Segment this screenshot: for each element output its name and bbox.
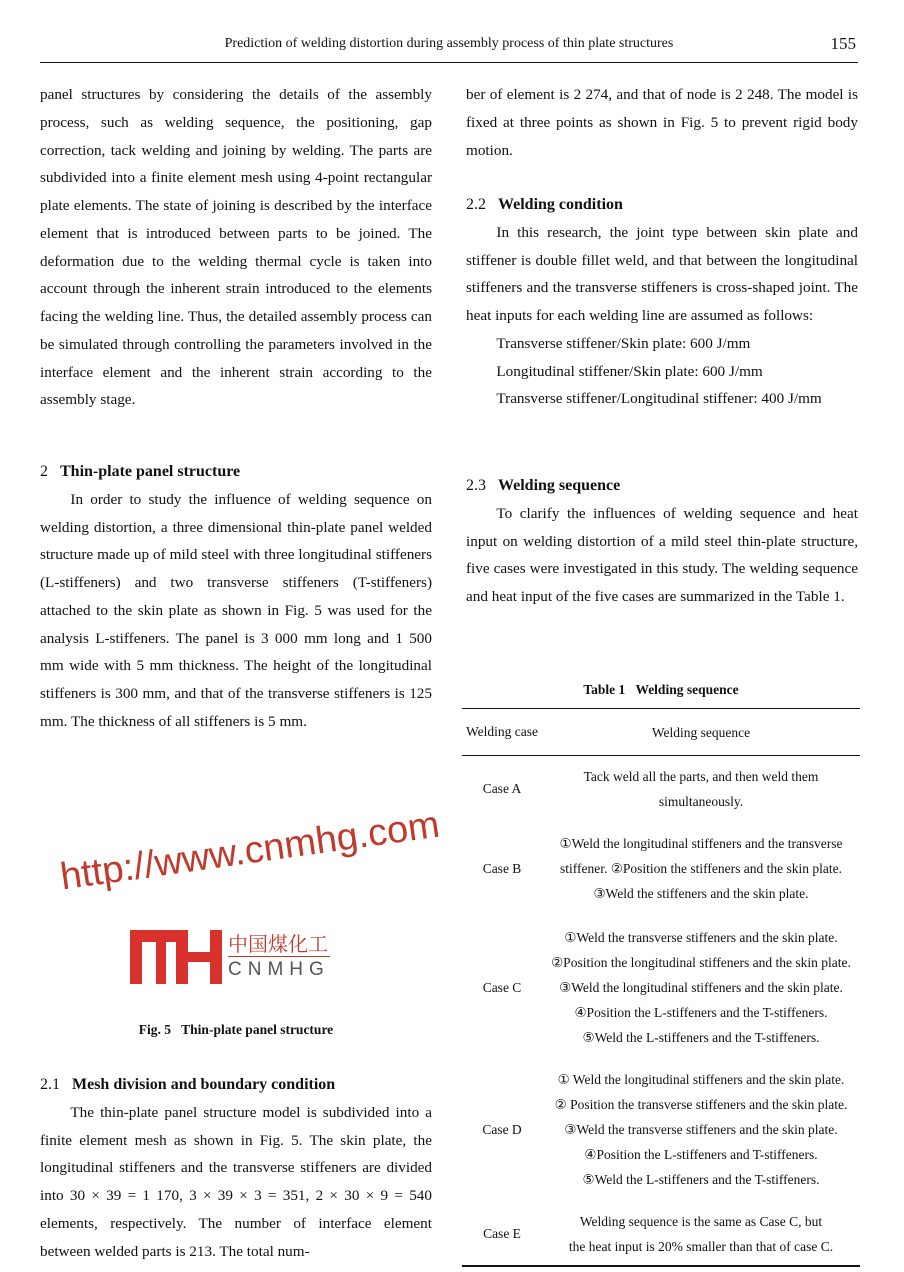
sequence-line: Welding sequence is the same as Case C, but [579, 1214, 823, 1229]
section-heading [40, 458, 432, 486]
section-number: 2.3 [466, 477, 486, 494]
case-label: Case E [483, 1226, 521, 1241]
left-column [40, 81, 432, 414]
column-header: Welding sequence [651, 724, 751, 740]
logo-mark-icon [130, 930, 222, 984]
heat-input-item: Transverse stiffener/Longitudinal stiffener: 400 J/mm [496, 390, 822, 408]
logo-chinese-text: 中国煤化工 [228, 931, 328, 956]
section-title: Welding condition [498, 196, 623, 213]
case-label: Case A [482, 781, 522, 796]
section-heading [466, 472, 858, 500]
section-heading [466, 191, 858, 219]
table-row [462, 764, 860, 814]
section-2 [40, 458, 432, 736]
sequence-cell [542, 1067, 860, 1192]
sequence-line: ④Position the L-stiffeners and T-stiffeners. [584, 1147, 818, 1162]
column-header: Welding case [465, 724, 538, 739]
sequence-line: stiffener. ②Position the stiffeners and the skin plate. [560, 861, 842, 876]
sequence-line: ③Weld the transverse stiffeners and the skin plate. [564, 1122, 838, 1137]
section-title: Welding sequence [498, 477, 621, 494]
sequence-line: ③Weld the stiffeners and the skin plate. [593, 886, 809, 901]
table-row [462, 1067, 860, 1192]
paragraph: In order to study the influence of welding sequence on welding distortion, a three dimensional thin-plate panel welded structure made up of mild steel with three longitudinal stiffeners (L-stiffeners) and two transverse stiffeners (T-stiffeners) attached to the skin plate as shown in Fig. 5 was used for the analysis L-stiffeners. The panel is 3 000 mm long and 1 500 mm wide with 5 mm thickness. The height of the longitudinal stiffeners is 300 mm, and that of the transverse stiffeners is 125 mm. The thickness of all stiffeners is 5 mm. [40, 490, 432, 730]
sequence-line: ①Weld the transverse stiffeners and the skin plate. [564, 930, 838, 945]
figure-label: Fig. 5 [138, 1022, 172, 1037]
sequence-line: ②Position the longitudinal stiffeners and the skin plate. [551, 955, 851, 970]
table-row [462, 1209, 860, 1259]
header-title: Prediction of welding distortion during assembly process of thin plate structures [224, 36, 674, 51]
right-column [466, 81, 858, 164]
sequence-line: ④Position the L-stiffeners and the T-stiffeners. [574, 1005, 828, 1020]
section-2-2 [466, 191, 858, 413]
table-title [462, 682, 860, 708]
case-label: Case C [482, 979, 522, 995]
table-header-row [462, 709, 860, 756]
running-header [40, 34, 858, 63]
section-number: 2.1 [40, 1076, 60, 1093]
paragraph: In this research, the joint type between skin plate and stiffener is double fillet weld, and that between the longitudinal stiffeners and the transverse stiffeners is cross-shaped joint. The heat inputs for each welding line are assumed as follows: [466, 223, 858, 324]
table-row [462, 925, 860, 1050]
sequence-line: ⑤Weld the L-stiffeners and the T-stiffeners. [582, 1172, 820, 1187]
table-row [462, 831, 860, 906]
sequence-cell [542, 831, 860, 906]
section-2-3 [466, 472, 858, 611]
table-title-text: Welding sequence [635, 682, 739, 697]
paragraph: To clarify the influences of welding sequence and heat input on welding distortion of a mild steel thin-plate structure, five cases were investigated in this study. The welding sequence and heat input of the five cases are summarized in the Table 1. [466, 504, 858, 605]
case-label: Case D [482, 1121, 522, 1137]
table-bottom-rule [462, 1265, 860, 1267]
heat-input-item: Longitudinal stiffener/Skin plate: 600 J/mm [496, 362, 763, 380]
section-number: 2.2 [466, 196, 486, 213]
logo-english-text: CNMHG [228, 958, 330, 980]
heat-input-item: Transverse stiffener/Skin plate: 600 J/mm [496, 334, 751, 352]
sequence-line: ⑤Weld the L-stiffeners and the T-stiffeners. [582, 1030, 820, 1045]
heat-input-list [466, 330, 858, 413]
sequence-cell [542, 925, 860, 1050]
table-label: Table 1 [583, 682, 626, 697]
sequence-line: ③Weld the longitudinal stiffeners and the skin plate. [559, 980, 843, 995]
figure-caption-text: Thin-plate panel structure [181, 1022, 334, 1037]
url-watermark: http://www.cnmhg.com [57, 803, 443, 899]
sequence-line: ① Weld the longitudinal stiffeners and the skin plate. [557, 1072, 845, 1087]
sequence-cell [542, 764, 860, 814]
case-label: Case B [482, 860, 522, 876]
welding-sequence-table [462, 682, 860, 1267]
cnmhg-logo [130, 925, 340, 989]
paragraph: ber of element is 2 274, and that of node is 2 248. The model is fixed at three points as shown in Fig. 5 to prevent rigid body motion. [466, 86, 858, 159]
sequence-cell [542, 1209, 860, 1259]
paragraph: panel structures by considering the details of the assembly process, such as welding sequence, the positioning, gap correction, tack welding and joining by welding. The parts are subdivided into a finite element mesh using 4-point rectangular plate elements. The state of joining is described by the interface element that is introduced between parts to be joined. The deformation due to the welding thermal cycle is taken into account through the inherent strain introduced to the elements facing the welding line. Thus, the detailed assembly process can be simulated through controlling the parameters involved in the interface element and the inherent strain according to the assembly stage. [40, 86, 432, 409]
page-number: 155 [830, 34, 856, 53]
figure-caption [40, 1022, 432, 1038]
sequence-line: Tack weld all the parts, and then weld them [583, 769, 819, 784]
section-title: Thin-plate panel structure [60, 463, 241, 480]
section-title: Mesh division and boundary condition [72, 1076, 336, 1093]
paragraph: The thin-plate panel structure model is subdivided into a finite element mesh as shown in Fig. 5. The skin plate, the longitudinal stiffeners and the transverse stiffeners are divided into 30 × 39 = 1 170, 3 × 39 × 3 = 351, 2 × 30 × 9 = 540 elements, respectively. The number of interface element between welded parts is 213. The total num- [40, 1103, 432, 1260]
sequence-line: the heat input is 20% smaller than that of case C. [568, 1239, 834, 1254]
section-heading [40, 1071, 432, 1099]
sequence-line: ①Weld the longitudinal stiffeners and the transverse [559, 836, 843, 851]
sequence-line: ② Position the transverse stiffeners and the skin plate. [554, 1097, 848, 1112]
section-2-1 [40, 1071, 432, 1265]
sequence-line: simultaneously. [658, 794, 744, 809]
section-number: 2 [40, 463, 48, 480]
